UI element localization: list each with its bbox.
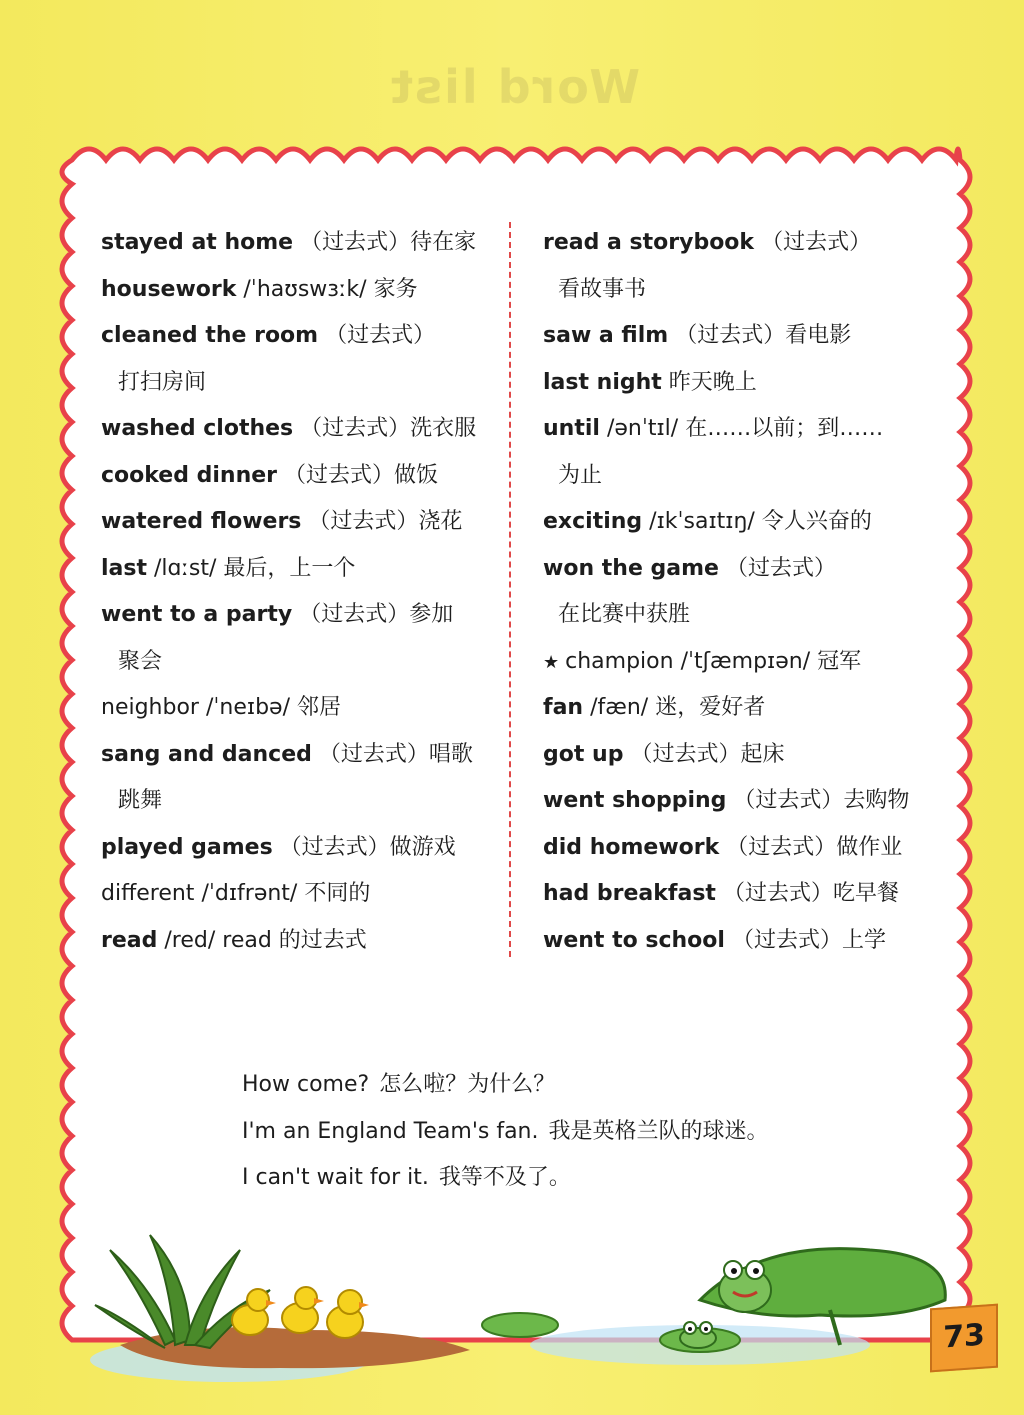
word-english: housework: [101, 276, 237, 302]
word-chinese-continued: 在比赛中获胜: [558, 602, 691, 627]
word-chinese: 迷，爱好者: [655, 695, 766, 720]
word-chinese-continued: 跳舞: [118, 788, 163, 813]
word-chinese: （过去式）参加: [299, 602, 454, 627]
word-chinese: （过去式）看电影: [675, 323, 852, 348]
word-entry: [101, 600, 453, 630]
phrase-line: [242, 1117, 769, 1147]
word-entry: [543, 833, 902, 863]
word-entry: [101, 879, 370, 909]
word-entry: [101, 275, 418, 305]
page-number: 73: [930, 1304, 998, 1373]
word-chinese: （过去式）: [761, 230, 872, 255]
word-entry: [101, 926, 367, 956]
word-entry: [543, 786, 909, 816]
word-chinese: （过去式）做作业: [726, 834, 903, 860]
word-chinese: （过去式）: [725, 555, 836, 581]
word-english: exciting: [543, 509, 643, 534]
word-english: washed clothes: [101, 416, 294, 441]
page-title: Word list: [388, 60, 640, 114]
phrase-chinese: 怎么啦？为什么？: [379, 1072, 556, 1097]
word-phonetic: /ˈdɪfrənt/: [201, 881, 298, 906]
word-entry: [543, 414, 883, 444]
word-english: went to school: [543, 927, 725, 953]
word-chinese: 最后，上一个: [223, 555, 356, 581]
word-entry: [101, 833, 456, 863]
word-entry: [101, 740, 473, 770]
word-entry: [543, 228, 871, 258]
word-entry: [543, 368, 757, 398]
word-chinese: 冠军: [817, 648, 862, 674]
phrase-line: [242, 1163, 571, 1193]
word-english: did homework: [543, 834, 720, 860]
word-chinese: （过去式）吃早餐: [722, 881, 899, 906]
word-english: played games: [101, 834, 273, 860]
word-phonetic: /ˈtʃæmpɪən/: [680, 648, 811, 674]
word-chinese: （过去式）做饭: [284, 462, 439, 488]
word-phonetic: /fæn/: [590, 695, 649, 720]
word-entry: [543, 879, 899, 909]
word-entry: [543, 647, 861, 678]
word-english: saw a film: [543, 323, 669, 348]
word-chinese: 令人兴奋的: [761, 509, 872, 534]
word-entry: [101, 461, 438, 491]
word-chinese-continued: 聚会: [118, 648, 163, 674]
word-entry: [543, 507, 872, 537]
phrase-english: How come?: [242, 1072, 370, 1097]
word-english: sang and danced: [101, 741, 312, 767]
word-english: neighbor: [101, 695, 199, 720]
word-chinese: 昨天晚上: [668, 369, 757, 395]
word-chinese: 邻居: [297, 695, 342, 720]
word-entry: [101, 414, 476, 444]
word-phonetic: /ˈneɪbə/: [205, 695, 290, 720]
word-english: last night: [543, 369, 662, 395]
word-entry: [101, 321, 435, 351]
word-english: different: [101, 881, 195, 906]
word-english: cleaned the room: [101, 323, 319, 348]
phrase-english: I can't wait for it.: [242, 1165, 429, 1190]
word-chinese: （过去式）: [325, 323, 436, 348]
word-chinese: （过去式）浇花: [308, 509, 463, 534]
phrase-line: [242, 1070, 555, 1100]
word-entry: [101, 228, 476, 258]
word-english: watered flowers: [101, 509, 302, 534]
word-entry: [101, 554, 355, 584]
word-english: until: [543, 416, 600, 441]
word-english: read: [101, 927, 158, 953]
word-entry: [543, 321, 851, 351]
word-phonetic: /red/: [164, 927, 216, 953]
word-english: last: [101, 555, 147, 581]
word-chinese: 在……以前；到……: [685, 416, 884, 441]
word-entry: [543, 926, 886, 956]
word-chinese: 家务: [373, 276, 418, 302]
word-chinese: （过去式）上学: [731, 927, 886, 953]
word-chinese-continued: 打扫房间: [118, 369, 207, 395]
word-english: cooked dinner: [101, 462, 278, 488]
word-chinese: （过去式）去购物: [733, 788, 910, 813]
word-entry: [101, 507, 462, 537]
word-english: got up: [543, 741, 624, 767]
word-chinese-continued: 为止: [558, 462, 603, 488]
word-english: read a storybook: [543, 230, 755, 255]
word-entry: [101, 693, 341, 723]
word-phonetic: /ɪkˈsaɪtɪŋ/: [649, 509, 755, 534]
word-phonetic: /lɑːst/: [154, 555, 217, 581]
word-entry: [543, 693, 765, 723]
word-english: won the game: [543, 555, 719, 581]
phrase-english: I'm an England Team's fan.: [242, 1118, 539, 1144]
word-english: went shopping: [543, 788, 727, 813]
word-chinese: （过去式）做游戏: [279, 834, 456, 860]
phrase-chinese: 我等不及了。: [438, 1165, 571, 1190]
word-chinese: 不同的: [304, 881, 371, 906]
word-chinese: read 的过去式: [222, 927, 367, 953]
star-icon: ★: [543, 651, 560, 673]
word-chinese: （过去式）唱歌: [318, 741, 473, 767]
word-chinese: （过去式）待在家: [300, 230, 477, 255]
word-english: champion: [565, 648, 674, 674]
word-entry: [543, 740, 784, 770]
word-chinese: （过去式）洗衣服: [300, 416, 477, 441]
word-chinese-continued: 看故事书: [558, 276, 647, 302]
word-phonetic: /ˈhaʊswɜːk/: [243, 276, 367, 302]
word-entry: [543, 554, 836, 584]
word-english: went to a party: [101, 602, 293, 627]
word-english: fan: [543, 695, 584, 720]
word-english: had breakfast: [543, 881, 716, 906]
word-english: stayed at home: [101, 230, 294, 255]
phrase-chinese: 我是英格兰队的球迷。: [548, 1118, 769, 1144]
word-phonetic: /ənˈtɪl/: [606, 416, 679, 441]
word-chinese: （过去式）起床: [630, 741, 785, 767]
